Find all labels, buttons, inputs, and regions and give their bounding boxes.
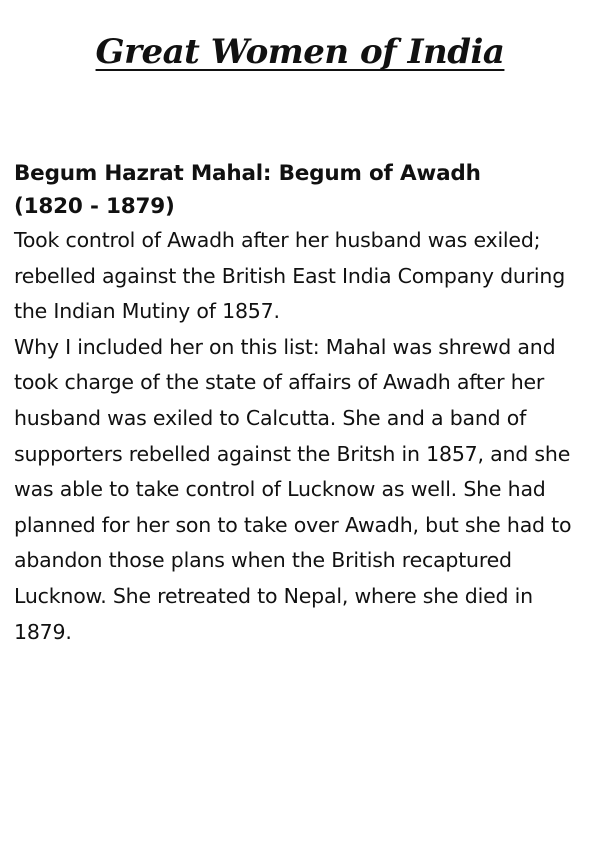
page-title <box>0 22 600 82</box>
entry-heading <box>14 157 594 223</box>
entry-name: Begum Hazrat Mahal: Begum of Awadh <box>14 161 481 186</box>
entry-summary: Took control of Awadh after her husband was exiled; rebelled against the British East India Company during the Indian Mutiny of 1857. <box>14 228 566 324</box>
entry-dates: (1820 - 1879) <box>14 194 175 219</box>
entry-reason: Why I included her on this list: Mahal was shrewd and took charge of the state of affairs of Awadh after her husband was exiled to Calcutta. She and a band of supporters rebelled against the Britsh in 1857, and she was able to take control of Lucknow as well. She had planned for her son to take over Awadh, but she had to abandon those plans when the British recaptured Lucknow. She retreated to Nepal, where she died in 1879. <box>14 334 572 644</box>
entry-section <box>14 157 594 650</box>
page-title-text: Great Women of India <box>95 32 505 72</box>
